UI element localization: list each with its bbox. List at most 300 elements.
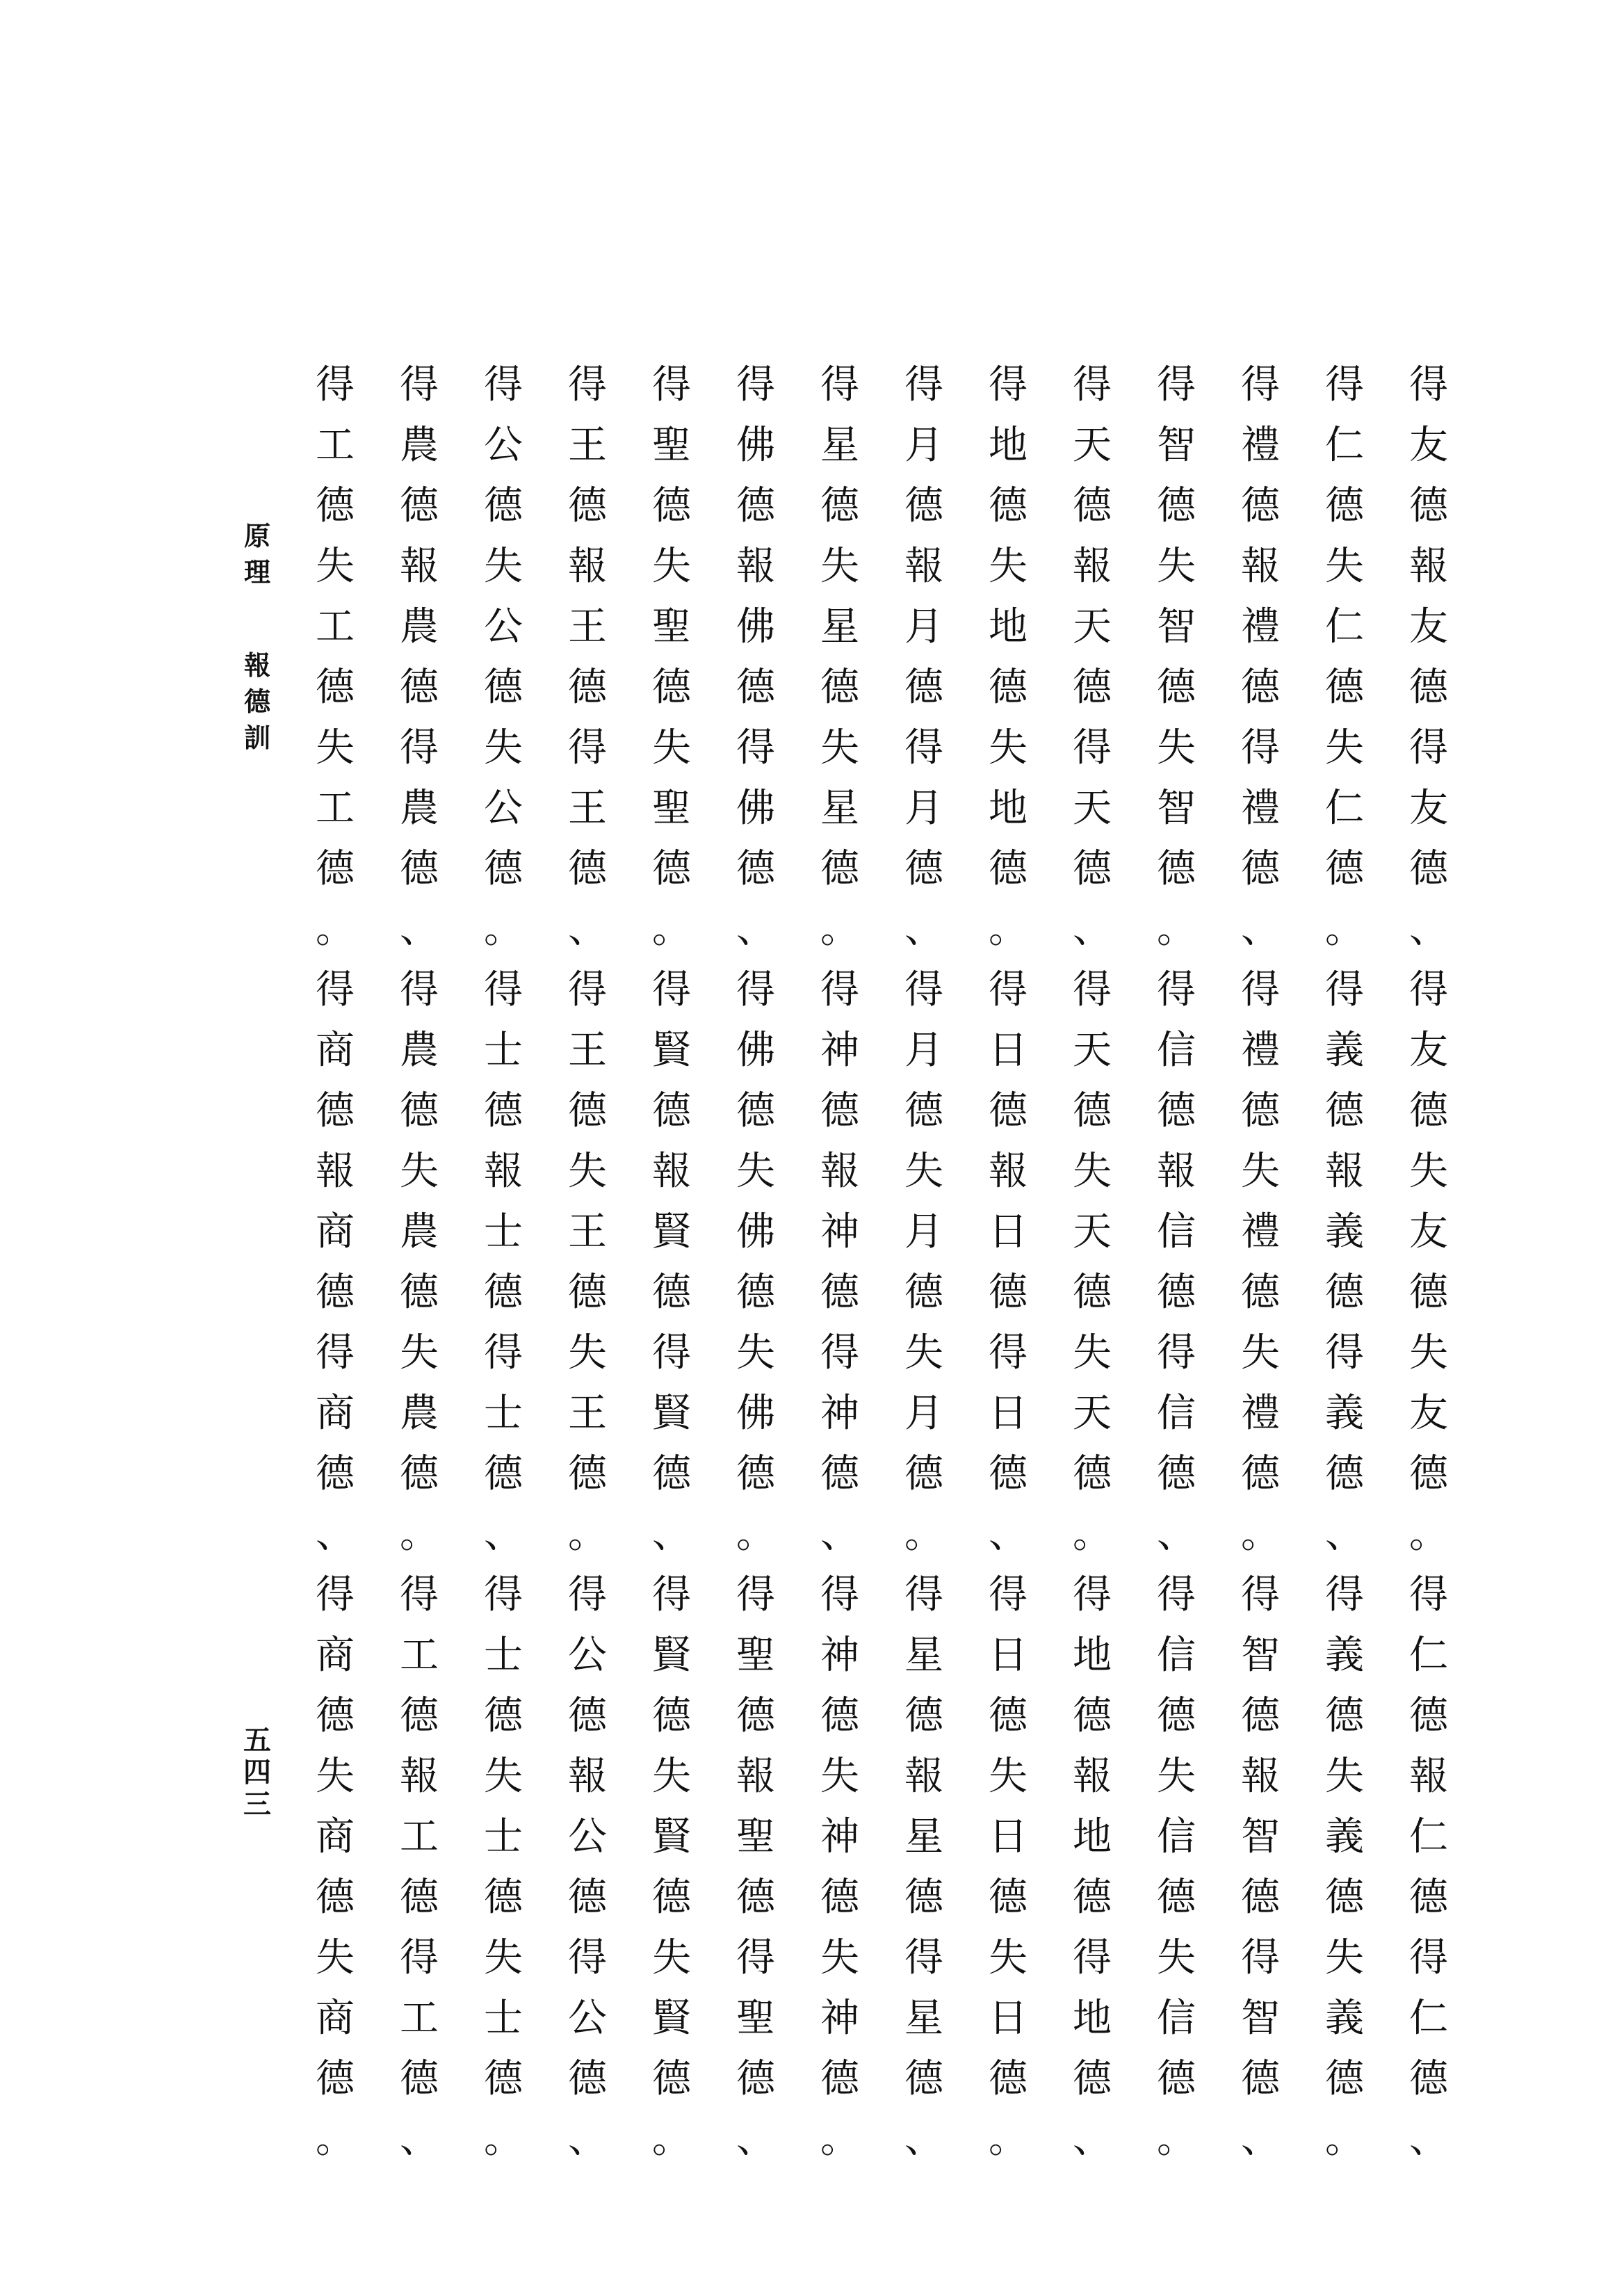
glyph: 得 — [400, 362, 439, 407]
glyph: 得 — [568, 1935, 607, 1980]
glyph: 聖 — [652, 423, 691, 468]
glyph: 德 — [1241, 1088, 1280, 1133]
glyph: 得 — [1409, 1572, 1448, 1617]
glyph: 神 — [820, 1814, 859, 1859]
text-column — [1061, 1565, 1123, 2170]
glyph: 、 — [568, 2117, 607, 2162]
glyph: 失 — [1241, 1149, 1280, 1194]
glyph: 報 — [904, 544, 943, 589]
glyph: 賢 — [652, 1028, 691, 1073]
glyph: 得 — [736, 967, 775, 1012]
glyph: 。 — [989, 907, 1028, 952]
glyph: 王 — [568, 423, 607, 468]
glyph: 義 — [1325, 1633, 1364, 1678]
glyph: 德 — [1241, 2056, 1280, 2101]
glyph: 德 — [904, 2056, 943, 2101]
glyph: 德 — [904, 483, 943, 528]
glyph: 四 — [243, 1756, 271, 1789]
glyph: 德 — [568, 846, 607, 891]
glyph: 報 — [1325, 1149, 1364, 1194]
glyph: 公 — [484, 423, 523, 468]
glyph: 德 — [568, 1693, 607, 1738]
glyph: 德 — [820, 1088, 859, 1133]
glyph: 地 — [989, 604, 1028, 649]
glyph: 德 — [1409, 1693, 1448, 1738]
text-column — [809, 960, 871, 1565]
glyph: 禮 — [1241, 423, 1280, 468]
glyph: 德 — [1157, 846, 1196, 891]
glyph: 德 — [1073, 483, 1112, 528]
glyph: 士 — [484, 1996, 523, 2041]
glyph: 德 — [1241, 1693, 1280, 1738]
glyph: 得 — [484, 1330, 523, 1375]
glyph: 聖 — [652, 604, 691, 649]
glyph: 士 — [484, 1814, 523, 1859]
glyph: 德 — [1241, 1270, 1280, 1315]
glyph: 。 — [652, 2117, 691, 2162]
glyph: 失 — [820, 1754, 859, 1799]
glyph: 德 — [904, 1088, 943, 1133]
glyph: 德 — [736, 2056, 775, 2101]
glyph: 德 — [1409, 2056, 1448, 2101]
glyph: 德 — [400, 1270, 439, 1315]
glyph: 失 — [736, 1149, 775, 1194]
glyph: 德 — [989, 1693, 1028, 1738]
glyph: 德 — [1409, 1270, 1448, 1315]
glyph: 德 — [989, 846, 1028, 891]
glyph: 德 — [568, 665, 607, 710]
glyph: 月 — [904, 786, 943, 831]
glyph: 失 — [904, 1149, 943, 1194]
glyph: 失 — [484, 725, 523, 770]
glyph: 德 — [989, 1875, 1028, 1920]
glyph: 德 — [568, 1875, 607, 1920]
glyph: 德 — [1325, 665, 1364, 710]
glyph: 得 — [989, 1330, 1028, 1375]
glyph: 德 — [820, 1270, 859, 1315]
glyph: 、 — [1157, 1512, 1196, 1557]
glyph: 得 — [1073, 1572, 1112, 1617]
glyph: 德 — [400, 2056, 439, 2101]
glyph: 得 — [1241, 967, 1280, 1012]
glyph: 士 — [484, 1209, 523, 1254]
glyph: 失 — [820, 1935, 859, 1980]
glyph: 神 — [820, 1996, 859, 2041]
glyph: 佛 — [736, 423, 775, 468]
glyph: 工 — [316, 423, 355, 468]
glyph: 。 — [568, 1512, 607, 1557]
glyph: 得 — [1241, 1572, 1280, 1617]
glyph: 智 — [1157, 786, 1196, 831]
glyph: 失 — [989, 544, 1028, 589]
text-column — [1313, 960, 1376, 1565]
glyph: 、 — [400, 2117, 439, 2162]
text-column — [893, 960, 955, 1565]
glyph: 聖 — [736, 1633, 775, 1678]
glyph: 德 — [736, 1451, 775, 1496]
glyph: 德 — [989, 1270, 1028, 1315]
text-column — [304, 1565, 366, 2170]
text-column — [977, 355, 1039, 960]
glyph: 星 — [820, 786, 859, 831]
glyph: 德 — [652, 2056, 691, 2101]
glyph: 星 — [904, 1814, 943, 1859]
glyph: 德 — [568, 1088, 607, 1133]
glyph: 德 — [820, 2056, 859, 2101]
glyph: 佛 — [736, 604, 775, 649]
glyph: 。 — [652, 907, 691, 952]
glyph: 失 — [652, 1754, 691, 1799]
glyph: 德 — [484, 1451, 523, 1496]
glyph: 報 — [400, 1754, 439, 1799]
glyph: 德 — [736, 665, 775, 710]
glyph: 得 — [568, 725, 607, 770]
glyph: 得 — [1157, 1572, 1196, 1617]
glyph: 德 — [820, 483, 859, 528]
text-column — [1313, 1565, 1376, 2170]
glyph: 失 — [316, 1935, 355, 1980]
glyph: 義 — [1325, 1996, 1364, 2041]
glyph: 。 — [736, 1512, 775, 1557]
glyph: 德 — [568, 2056, 607, 2101]
glyph: 得 — [400, 725, 439, 770]
glyph: 得 — [989, 362, 1028, 407]
glyph: 德 — [316, 1693, 355, 1738]
glyph: 失 — [989, 1935, 1028, 1980]
glyph: 德 — [484, 846, 523, 891]
glyph: 得 — [568, 1572, 607, 1617]
glyph: 友 — [1409, 786, 1448, 831]
glyph: 得 — [989, 967, 1028, 1012]
glyph: 聖 — [736, 1814, 775, 1859]
glyph: 得 — [1157, 362, 1196, 407]
glyph: 失 — [1157, 544, 1196, 589]
text-column — [640, 355, 703, 960]
glyph: 得 — [1409, 967, 1448, 1012]
glyph: 德 — [243, 686, 270, 717]
glyph: 日 — [989, 1391, 1028, 1436]
glyph: 王 — [568, 1209, 607, 1254]
glyph: 、 — [904, 907, 943, 952]
glyph: 王 — [568, 1391, 607, 1436]
glyph: 得 — [736, 725, 775, 770]
glyph: 德 — [652, 483, 691, 528]
glyph: 天 — [1073, 786, 1112, 831]
glyph: 工 — [316, 786, 355, 831]
glyph: 德 — [316, 1451, 355, 1496]
glyph: 佛 — [736, 1391, 775, 1436]
glyph: 智 — [1157, 604, 1196, 649]
text-column — [809, 1565, 871, 2170]
glyph: 、 — [820, 1512, 859, 1557]
glyph: 賢 — [652, 1996, 691, 2041]
glyph: 賢 — [652, 1209, 691, 1254]
glyph: 得 — [568, 362, 607, 407]
glyph: 得 — [1073, 967, 1112, 1012]
glyph: 德 — [1325, 1270, 1364, 1315]
glyph: 星 — [904, 1633, 943, 1678]
glyph: 信 — [1157, 1814, 1196, 1859]
glyph: 失 — [1409, 1149, 1448, 1194]
glyph: 賢 — [652, 1633, 691, 1678]
glyph: 得 — [904, 1935, 943, 1980]
glyph: 。 — [1325, 2117, 1364, 2162]
glyph: 報 — [1241, 544, 1280, 589]
glyph: 日 — [989, 1996, 1028, 2041]
glyph: 德 — [316, 846, 355, 891]
glyph: 德 — [1073, 1270, 1112, 1315]
glyph: 報 — [1157, 1149, 1196, 1194]
glyph: 得 — [1241, 725, 1280, 770]
text-column — [1061, 960, 1123, 1565]
glyph: 德 — [400, 1693, 439, 1738]
glyph: 賢 — [652, 1391, 691, 1436]
glyph: 德 — [316, 1088, 355, 1133]
glyph: 、 — [568, 907, 607, 952]
text-column — [472, 960, 535, 1565]
glyph: 德 — [1073, 1875, 1112, 1920]
glyph: 德 — [400, 483, 439, 528]
glyph: 星 — [904, 1996, 943, 2041]
glyph: 農 — [400, 423, 439, 468]
glyph: 德 — [904, 1270, 943, 1315]
glyph: 失 — [904, 1330, 943, 1375]
glyph: 失 — [820, 725, 859, 770]
glyph: 德 — [1241, 483, 1280, 528]
glyph: 友 — [1409, 423, 1448, 468]
glyph: 德 — [736, 1875, 775, 1920]
glyph: 失 — [484, 1754, 523, 1799]
glyph: 農 — [400, 1028, 439, 1073]
glyph: 佛 — [736, 786, 775, 831]
glyph: 得 — [652, 1330, 691, 1375]
glyph: 、 — [1409, 907, 1448, 952]
glyph: 德 — [1409, 846, 1448, 891]
glyph: 。 — [1241, 1512, 1280, 1557]
text-column — [556, 1565, 619, 2170]
glyph: 王 — [568, 786, 607, 831]
glyph: 、 — [1073, 2117, 1112, 2162]
glyph: 失 — [484, 1935, 523, 1980]
text-column — [1229, 960, 1292, 1565]
glyph: 德 — [568, 1270, 607, 1315]
running-head-section-title — [236, 518, 278, 590]
text-column — [1229, 355, 1292, 960]
glyph: 工 — [400, 1814, 439, 1859]
glyph: 德 — [484, 1875, 523, 1920]
glyph: 得 — [904, 725, 943, 770]
glyph: 訓 — [243, 722, 270, 753]
glyph: 失 — [1157, 1935, 1196, 1980]
glyph: 三 — [243, 1788, 271, 1821]
text-column — [388, 1565, 450, 2170]
glyph: 德 — [1325, 483, 1364, 528]
text-column — [1145, 960, 1208, 1565]
glyph: 德 — [1157, 483, 1196, 528]
text-column — [388, 960, 450, 1565]
glyph: 失 — [1073, 1149, 1112, 1194]
glyph: 天 — [1073, 1028, 1112, 1073]
glyph: 義 — [1325, 1209, 1364, 1254]
glyph: 得 — [400, 1572, 439, 1617]
glyph: 。 — [316, 907, 355, 952]
glyph: 得 — [484, 967, 523, 1012]
glyph: 義 — [1325, 1814, 1364, 1859]
glyph: 王 — [568, 604, 607, 649]
glyph: 德 — [568, 483, 607, 528]
glyph: 德 — [316, 483, 355, 528]
glyph: 德 — [400, 665, 439, 710]
glyph: 德 — [568, 1451, 607, 1496]
glyph: 、 — [1073, 907, 1112, 952]
glyph: 月 — [904, 1028, 943, 1073]
glyph: 得 — [1073, 362, 1112, 407]
glyph: 德 — [1241, 1875, 1280, 1920]
text-column — [304, 355, 366, 960]
glyph: 得 — [736, 1935, 775, 1980]
glyph: 德 — [989, 1088, 1028, 1133]
glyph: 地 — [1073, 1633, 1112, 1678]
glyph: 報 — [316, 1149, 355, 1194]
text-column — [1397, 960, 1460, 1565]
glyph: 德 — [652, 665, 691, 710]
text-column — [1061, 355, 1123, 960]
glyph: 得 — [1325, 967, 1364, 1012]
glyph: 聖 — [736, 1996, 775, 2041]
glyph: 得 — [904, 362, 943, 407]
glyph: 德 — [1325, 1088, 1364, 1133]
glyph: 月 — [904, 1209, 943, 1254]
glyph: 失 — [316, 725, 355, 770]
glyph: 公 — [484, 604, 523, 649]
glyph: 、 — [1241, 2117, 1280, 2162]
glyph: 德 — [1157, 1875, 1196, 1920]
glyph: 德 — [400, 1451, 439, 1496]
glyph: 理 — [243, 556, 270, 588]
glyph: 神 — [820, 1209, 859, 1254]
glyph: 士 — [484, 1633, 523, 1678]
glyph: 失 — [316, 544, 355, 589]
glyph: 得 — [1073, 725, 1112, 770]
glyph: 德 — [652, 1693, 691, 1738]
glyph: 德 — [1409, 1875, 1448, 1920]
text-column — [1397, 355, 1460, 960]
glyph: 神 — [820, 1028, 859, 1073]
glyph: 友 — [1409, 1209, 1448, 1254]
glyph: 。 — [484, 2117, 523, 2162]
glyph: 德 — [1073, 665, 1112, 710]
glyph: 德 — [484, 1088, 523, 1133]
glyph: 得 — [484, 362, 523, 407]
glyph: 工 — [400, 1996, 439, 2041]
glyph: 信 — [1157, 1633, 1196, 1678]
glyph: 德 — [904, 846, 943, 891]
glyph: 得 — [568, 967, 607, 1012]
glyph: 信 — [1157, 1996, 1196, 2041]
glyph: 、 — [316, 1512, 355, 1557]
glyph: 失 — [484, 544, 523, 589]
glyph: 士 — [484, 1028, 523, 1073]
glyph: 德 — [400, 1875, 439, 1920]
glyph: 得 — [1241, 1935, 1280, 1980]
text-column — [724, 1565, 787, 2170]
glyph: 德 — [1073, 1693, 1112, 1738]
glyph: 日 — [989, 1633, 1028, 1678]
glyph: 報 — [736, 544, 775, 589]
glyph: 德 — [904, 1451, 943, 1496]
glyph: 德 — [1157, 2056, 1196, 2101]
glyph: 仁 — [1325, 786, 1364, 831]
glyph: 商 — [316, 1391, 355, 1436]
glyph: 得 — [904, 1572, 943, 1617]
glyph: 得 — [1157, 967, 1196, 1012]
glyph: 德 — [989, 1451, 1028, 1496]
glyph: 智 — [1157, 423, 1196, 468]
glyph: 報 — [1073, 544, 1112, 589]
glyph: 得 — [652, 967, 691, 1012]
glyph: 商 — [316, 1209, 355, 1254]
glyph: 智 — [1241, 1814, 1280, 1859]
text-column — [388, 355, 450, 960]
glyph: 日 — [989, 1814, 1028, 1859]
glyph: 報 — [484, 1149, 523, 1194]
glyph: 德 — [820, 1693, 859, 1738]
text-column — [1397, 1565, 1460, 2170]
glyph: 得 — [736, 1572, 775, 1617]
glyph: 。 — [989, 2117, 1028, 2162]
glyph: 德 — [316, 1270, 355, 1315]
glyph: 德 — [989, 2056, 1028, 2101]
glyph: 地 — [1073, 1814, 1112, 1859]
glyph: 德 — [652, 1451, 691, 1496]
glyph: 得 — [820, 362, 859, 407]
glyph: 報 — [568, 1754, 607, 1799]
glyph: 地 — [1073, 1996, 1112, 2041]
glyph: 失 — [989, 725, 1028, 770]
glyph: 德 — [989, 665, 1028, 710]
text-column — [893, 1565, 955, 2170]
glyph: 神 — [820, 1633, 859, 1678]
glyph: 月 — [904, 604, 943, 649]
glyph: 失 — [316, 1754, 355, 1799]
text-column — [724, 960, 787, 1565]
glyph: 得 — [316, 362, 355, 407]
glyph: 日 — [989, 1209, 1028, 1254]
glyph: 。 — [904, 1512, 943, 1557]
glyph: 德 — [820, 665, 859, 710]
glyph: 得 — [1241, 362, 1280, 407]
glyph: 仁 — [1409, 1814, 1448, 1859]
text-column — [472, 355, 535, 960]
glyph: 聖 — [652, 786, 691, 831]
glyph: 仁 — [1325, 423, 1364, 468]
text-column — [724, 355, 787, 960]
text-column — [977, 1565, 1039, 2170]
glyph: 報 — [820, 1149, 859, 1194]
text-column — [640, 960, 703, 1565]
glyph: 失 — [1325, 544, 1364, 589]
glyph: 王 — [568, 1028, 607, 1073]
glyph: 德 — [1157, 1088, 1196, 1133]
glyph: 德 — [652, 1875, 691, 1920]
glyph: 德 — [904, 1693, 943, 1738]
glyph: 德 — [1073, 846, 1112, 891]
glyph: 德 — [1073, 1088, 1112, 1133]
glyph: 報 — [400, 544, 439, 589]
glyph: 仁 — [1325, 604, 1364, 649]
glyph: 失 — [652, 725, 691, 770]
glyph: 德 — [1241, 846, 1280, 891]
